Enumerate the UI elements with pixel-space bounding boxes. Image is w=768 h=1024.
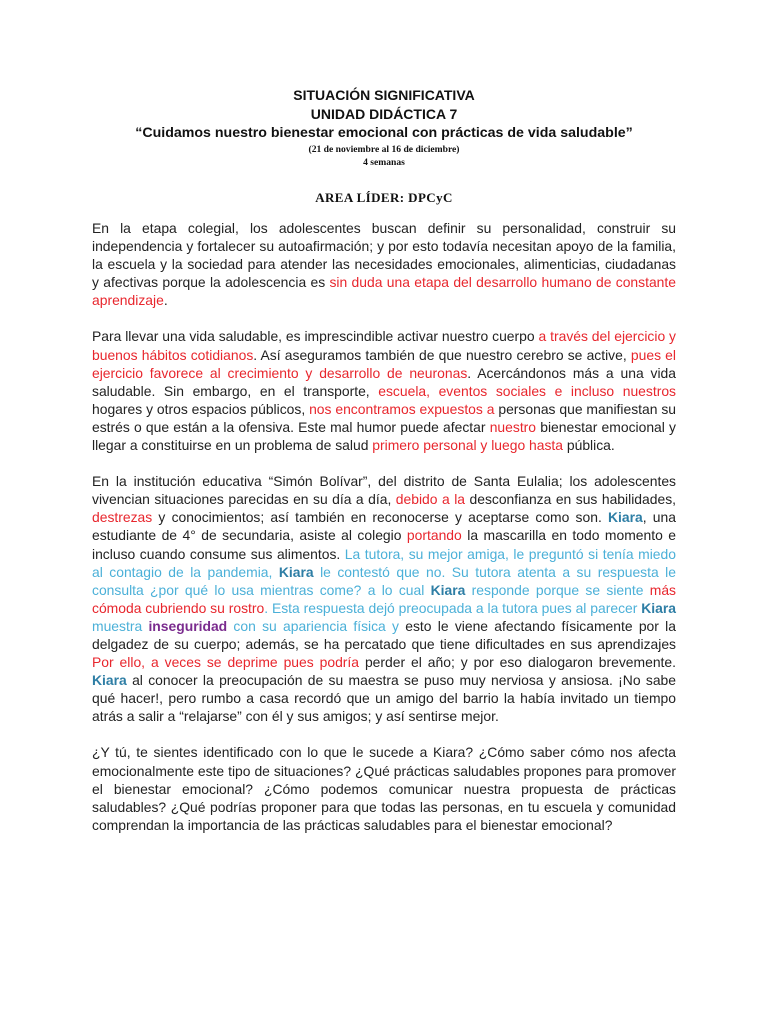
p3-highlight: Por ello, a veces se deprime pues podría [92, 654, 360, 671]
p2-highlight: nos encontramos expuestos a [309, 400, 495, 417]
p2-highlight: primero personal y luego hasta [372, 437, 564, 454]
p3-text: esto le viene afectando físicamente por la delgadez de su cuerpo; además, se ha percatado que tiene dificultades en sus aprendizajes [92, 617, 676, 652]
title-line-3: “Cuidamos nuestro bienestar emocional con prácticas de vida saludable” [135, 125, 633, 141]
p3-text: y conocimientos; así también en reconocerse y aceptarse como son. [152, 509, 608, 526]
p2-text: . Acercándonos más a una vida saludable. Sin embargo, en el transporte, [92, 364, 676, 399]
paragraph-2 [92, 327, 676, 454]
p2-highlight: pues el ejercicio favorece al crecimiento y desarrollo de neuronas [92, 346, 676, 381]
p3-text: desconfianza en sus habilidades, [465, 491, 676, 508]
p3-text: al conocer la preocupación de su maestra se puso muy nerviosa y ansiosa. ¡No sabe qué hacer!, pero rumbo a casa recordó que un amigo del barrio la había invitado un tiempo atrás a salir a “relajarse” con él y sus amigos; y así sentirse mejor. [92, 672, 676, 725]
duration: 4 semanas [363, 157, 405, 168]
p3-blue-text: La tutora, su mejor amiga, le preguntó si tenía miedo al contagio de la pandemia, [92, 545, 676, 580]
p2-highlight: escuela, eventos sociales e incluso nuestros [378, 382, 676, 399]
kiara-name: Kiara [608, 509, 643, 526]
p2-text: personas que manifiestan su estrés o que están a la ofensiva. Este mal humor puede afectar [92, 400, 677, 435]
p3-highlight: más cómoda cubriendo su rostro [92, 581, 676, 616]
p1-text: En la etapa colegial, los adolescentes buscan definir su personalidad, construir su independencia y fortalecer su autoafirmación; y por esto todavía necesitan apoyo de la familia, la escuela y la sociedad para atender las necesidades emocionales, alimenticias, ciudadanas y afectivas porque la adolescencia es [92, 220, 676, 291]
title-line-2: UNIDAD DIDÁCTICA 7 [310, 106, 458, 122]
p3-highlight: destrezas [92, 509, 153, 526]
p4-text: ¿Y tú, te sientes identificado con lo que le sucede a Kiara? ¿Cómo saber cómo nos afecta emocionalmente este tipo de situaciones? ¿Qué prácticas saludables propones para promover el bienestar emocional? ¿Cómo podemos comunicar nuestra propuesta de prácticas saludables? ¿Qué podrías proponer para que todas las personas, en tu escuela y comunidad comprendan la importancia de las prácticas saludables para el bienestar emocional? [92, 744, 676, 833]
p1-text: . [163, 292, 168, 309]
p2-text: Para llevar una vida saludable, es imprescindible activar nuestro cuerpo [92, 328, 539, 345]
p2-text: . Así aseguramos también de que nuestro cerebro se active, [253, 346, 631, 363]
inseguridad-word: inseguridad [148, 617, 228, 634]
p3-text: , una estudiante de 4° de secundaria, asiste al colegio [92, 509, 676, 544]
p3-highlight: debido a la [395, 491, 466, 508]
p3-blue-text: muestra [92, 617, 149, 634]
p2-highlight: nuestro [489, 418, 537, 435]
paragraph-1 [92, 219, 676, 309]
kiara-name: Kiara [278, 563, 314, 580]
p2-text: pública. [563, 437, 615, 454]
kiara-name: Kiara [430, 581, 466, 598]
p3-text: la mascarilla en todo momento e incluso cuando consume sus alimentos. [92, 527, 676, 562]
date-range: (21 de noviembre al 16 de diciembre) [308, 144, 460, 155]
p3-blue-text: le contestó que no. Su tutora atenta a su respuesta le consulta ¿por qué lo usa mientras come? a lo cual [92, 563, 676, 598]
paragraph-4-questions [92, 743, 676, 833]
p3-blue-text: responde porque se siente [465, 581, 650, 598]
p2-text: hogares y otros espacios públicos, [92, 400, 310, 417]
document-header [92, 86, 676, 207]
document-page [92, 0, 676, 834]
p3-highlight: portando [406, 527, 462, 544]
p2-highlight: a través del ejercicio y buenos hábitos cotidianos [92, 328, 677, 363]
title-line-1: SITUACIÓN SIGNIFICATIVA [293, 87, 475, 103]
area-leader: AREA LÍDER: DPCyC [315, 190, 453, 205]
paragraph-3 [92, 472, 676, 725]
p3-blue-text: con su apariencia física y [227, 617, 399, 634]
p3-text: En la institución educativa “Simón Bolívar”, del distrito de Santa Eulalia; los adolescentes vivencian situaciones parecidas en su día a día, [92, 473, 676, 508]
p3-blue-text: . Esta respuesta dejó preocupada a la tutora pues al parecer [264, 599, 642, 616]
p2-text: bienestar emocional y llegar a constituirse en un problema de salud [92, 418, 677, 454]
kiara-name: Kiara [92, 672, 127, 689]
p3-text: perder el año; y por eso dialogaron brevemente. [359, 654, 676, 671]
kiara-name: Kiara [641, 599, 676, 616]
p1-highlight: sin duda una etapa del desarrollo humano de constante aprendizaje [92, 274, 676, 309]
